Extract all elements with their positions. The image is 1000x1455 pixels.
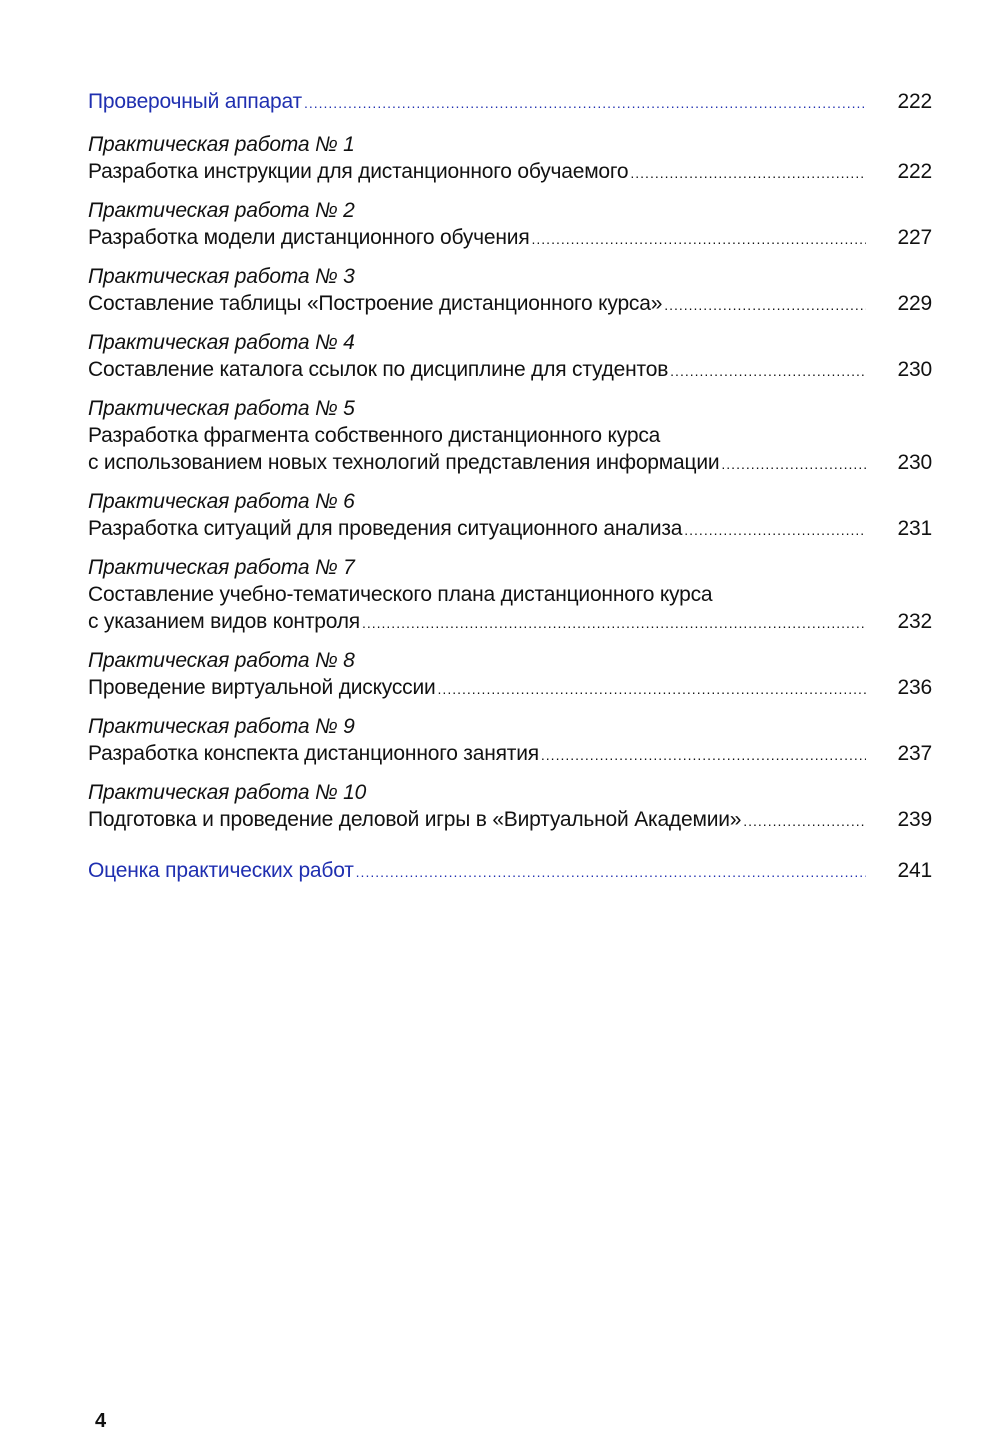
dot-leader (438, 676, 866, 703)
toc-entry[interactable] (88, 131, 932, 187)
toc-page-number: 222 (897, 90, 932, 113)
toc-page-number: 222 (897, 160, 932, 183)
toc-entry-title-line: Разработка инструкции для дистанционного обучаемого (88, 160, 629, 183)
toc-entry-label: Практическая работа № 3 (88, 265, 355, 288)
toc-entry-title-line: Разработка модели дистанционного обучения (88, 226, 530, 249)
toc-page-number: 236 (897, 676, 932, 699)
page-number: 4 (95, 1410, 107, 1432)
toc-entry[interactable] (88, 779, 932, 835)
toc-entry-title-line: Подготовка и проведение деловой игры в «Виртуальной Академии» (88, 808, 742, 831)
toc-entry[interactable] (88, 554, 932, 637)
toc-entry[interactable] (88, 713, 932, 769)
toc-page-number: 229 (897, 292, 932, 315)
toc-entry-title-row (88, 158, 932, 187)
dot-leader (532, 226, 866, 253)
toc-entry-label: Практическая работа № 1 (88, 133, 355, 156)
toc-entry-title-row (88, 449, 932, 478)
dot-leader (721, 451, 866, 478)
toc-entry-label: Практическая работа № 4 (88, 331, 355, 354)
toc-entry-title-row (88, 224, 932, 253)
toc-page-number: 237 (897, 742, 932, 765)
toc-entry[interactable] (88, 488, 932, 544)
toc-entry-title-row (88, 806, 932, 835)
toc-entry-label: Практическая работа № 2 (88, 199, 355, 222)
toc-entry-label: Практическая работа № 6 (88, 490, 355, 513)
toc-entry-title-row (88, 674, 932, 703)
dot-leader (362, 610, 866, 637)
toc-entry-title-row (88, 290, 932, 319)
toc-entry-title-row (88, 740, 932, 769)
toc-entry-title-line: Составление каталога ссылок по дисциплине для студентов (88, 358, 669, 381)
toc-section-check-apparatus[interactable] (88, 88, 932, 117)
toc-section-title: Оценка практических работ (88, 859, 354, 882)
toc-section-title: Проверочный аппарат (88, 90, 302, 113)
table-of-contents (88, 88, 932, 886)
dot-leader (630, 160, 866, 187)
toc-entry-title-line: Составление таблицы «Построение дистанционного курса» (88, 292, 663, 315)
toc-entry-title-line: Проведение виртуальной дискуссии (88, 676, 436, 699)
toc-entry-label: Практическая работа № 9 (88, 715, 355, 738)
dot-leader (684, 517, 866, 544)
toc-entry[interactable] (88, 395, 932, 478)
dot-leader (664, 292, 866, 319)
toc-section-evaluation[interactable] (88, 857, 932, 886)
toc-entry-title-line: Разработка конспекта дистанционного занятия (88, 742, 539, 765)
toc-entry[interactable] (88, 197, 932, 253)
toc-entry[interactable] (88, 647, 932, 703)
toc-entry[interactable] (88, 329, 932, 385)
toc-entry-label: Практическая работа № 7 (88, 556, 355, 579)
dot-leader (541, 742, 866, 769)
dot-leader (356, 859, 866, 886)
toc-entry-title-line: Составление учебно-тематического плана дистанционного курса (88, 583, 713, 606)
toc-page-number: 227 (897, 226, 932, 249)
toc-page-number: 230 (897, 358, 932, 381)
toc-entry-title-line: Разработка фрагмента собственного дистанционного курса (88, 424, 661, 447)
dot-leader (743, 808, 866, 835)
toc-page-number: 239 (897, 808, 932, 831)
toc-entries (88, 131, 932, 835)
dot-leader (304, 90, 866, 117)
dot-leader (670, 358, 866, 385)
toc-entry-title-row (88, 356, 932, 385)
toc-entry-title-line: Разработка ситуаций для проведения ситуационного анализа (88, 517, 683, 540)
toc-entry-title-line: с использованием новых технологий представления информации (88, 451, 720, 474)
toc-entry[interactable] (88, 263, 932, 319)
toc-entry-label: Практическая работа № 5 (88, 397, 355, 420)
toc-page-number: 230 (897, 451, 932, 474)
toc-entry-title-row (88, 515, 932, 544)
toc-entry-title-row (88, 608, 932, 637)
toc-page-number: 232 (897, 610, 932, 633)
toc-page-number: 241 (897, 859, 932, 882)
toc-entry-label: Практическая работа № 10 (88, 781, 367, 804)
toc-entry-title-line: с указанием видов контроля (88, 610, 360, 633)
toc-entry-label: Практическая работа № 8 (88, 649, 355, 672)
toc-page-number: 231 (897, 517, 932, 540)
